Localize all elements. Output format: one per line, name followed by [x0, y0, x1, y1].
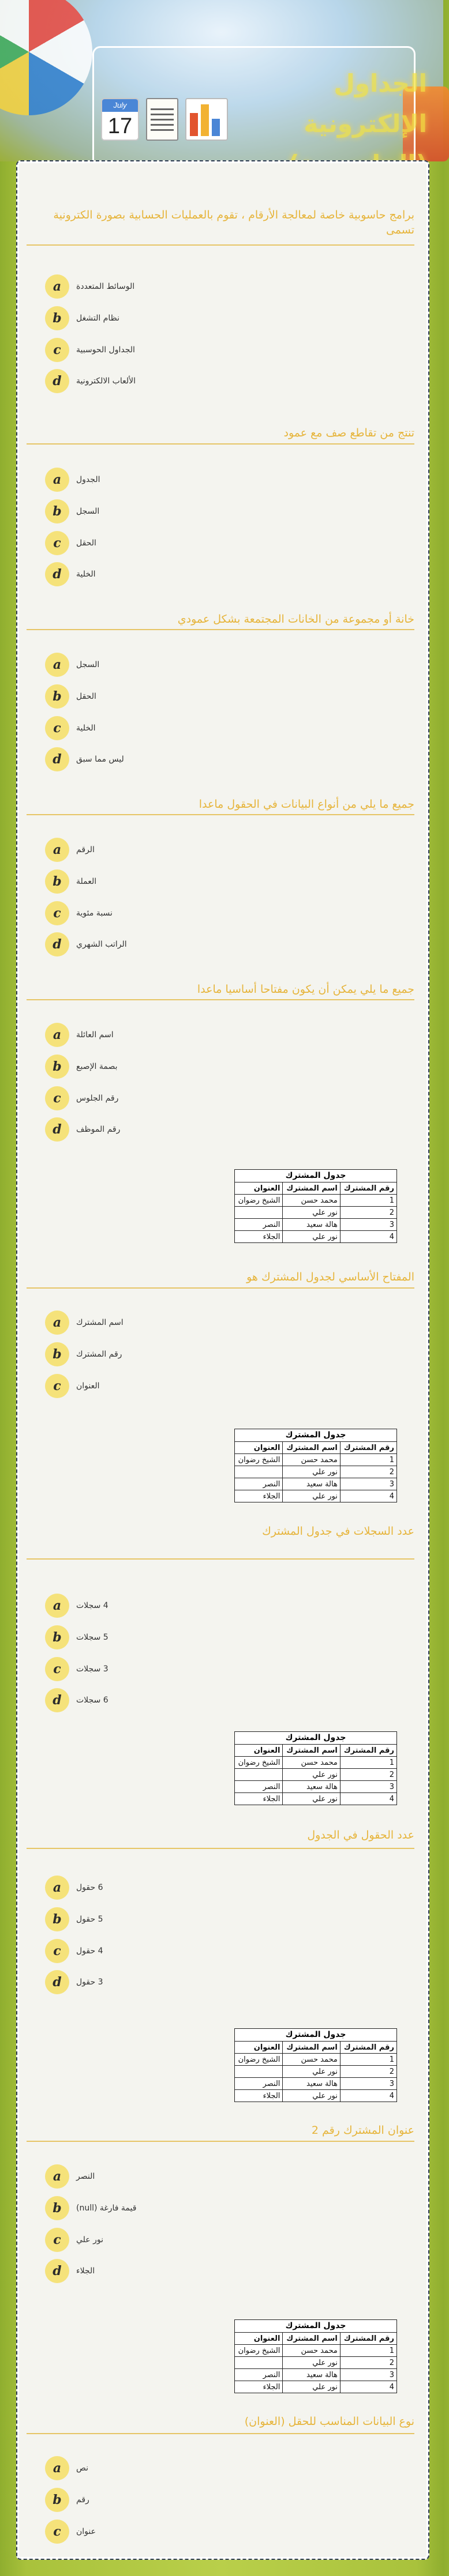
- option-letter-badge: d: [45, 932, 69, 956]
- option-label: الرقم: [76, 845, 95, 854]
- answer-option[interactable]: [45, 1970, 103, 1994]
- option-label: نور علي: [76, 2235, 103, 2244]
- option-label: 4 حقول: [76, 1946, 103, 1956]
- option-letter-badge: a: [45, 1310, 69, 1335]
- option-label: بصمة الإصبع: [76, 1062, 118, 1071]
- table-row: [235, 2078, 397, 2090]
- table-cell: 2: [340, 1207, 396, 1219]
- table-cell: نور علي: [283, 2090, 340, 2102]
- subscriber-table: [234, 2028, 397, 2102]
- table-row: [235, 2357, 397, 2369]
- table-cell: النصر: [235, 1781, 283, 1793]
- table-cell: الشيخ رضوان: [235, 1454, 283, 1466]
- question-divider: [27, 443, 414, 445]
- table-header-cell: رقم المشترك: [340, 1182, 396, 1195]
- table-cell: محمد حسن: [283, 1195, 340, 1207]
- answer-option[interactable]: [45, 1374, 100, 1398]
- calendar-icon: [101, 98, 139, 141]
- subscriber-table: [234, 1429, 397, 1502]
- subscriber-table: [234, 1731, 397, 1805]
- table-row: [235, 1231, 397, 1243]
- table-cell: 3: [340, 1781, 396, 1793]
- option-label: 5 سجلات: [76, 1633, 108, 1642]
- table-caption: جدول المشترك: [234, 2319, 397, 2332]
- question-divider: [27, 2141, 414, 2142]
- table-cell: النصر: [235, 1478, 283, 1490]
- option-letter-badge: b: [45, 1907, 69, 1931]
- option-letter-badge: a: [45, 653, 69, 677]
- answer-option[interactable]: [45, 1310, 124, 1335]
- answer-option[interactable]: [45, 1342, 122, 1366]
- table-cell: 4: [340, 2381, 396, 2393]
- table-cell: الجلاء: [235, 1231, 283, 1243]
- table-cell: [235, 2357, 283, 2369]
- table-cell: نور علي: [283, 1207, 340, 1219]
- table-cell: [235, 1466, 283, 1478]
- table-row: [235, 2369, 397, 2381]
- table-cell: نور علي: [283, 1769, 340, 1781]
- table-header-cell: اسم المشترك: [283, 2042, 340, 2054]
- answer-option[interactable]: [45, 838, 95, 862]
- table-caption: جدول المشترك: [234, 1429, 397, 1441]
- table-caption: جدول المشترك: [234, 1731, 397, 1744]
- option-letter-badge: c: [45, 716, 69, 740]
- option-letter-badge: c: [45, 531, 69, 555]
- option-letter-badge: d: [45, 562, 69, 586]
- answer-option[interactable]: [45, 1625, 108, 1649]
- option-label: رقم: [76, 2495, 89, 2505]
- option-label: ليس مما سبق: [76, 755, 124, 764]
- table-cell: هالة سعيد: [283, 1219, 340, 1231]
- answer-option[interactable]: [45, 1907, 103, 1931]
- table-cell: محمد حسن: [283, 1454, 340, 1466]
- option-label: الوسائط المتعددة: [76, 282, 135, 291]
- table-row: [235, 2054, 397, 2066]
- table-row: [235, 2066, 397, 2078]
- question-text: المفتاح الأساسي لجدول المشترك هو: [246, 1271, 414, 1283]
- option-letter-badge: a: [45, 2164, 69, 2189]
- table-caption: جدول المشترك: [234, 1169, 397, 1182]
- option-letter-badge: c: [45, 338, 69, 362]
- option-letter-badge: a: [45, 468, 69, 492]
- table-cell: الجلاء: [235, 2090, 283, 2102]
- table-cell: 3: [340, 1478, 396, 1490]
- question-divider: [27, 2433, 414, 2434]
- table-header-row: [235, 1745, 397, 1757]
- option-label: 3 سجلات: [76, 1664, 108, 1674]
- option-letter-badge: c: [45, 901, 69, 925]
- answer-option[interactable]: [45, 2519, 96, 2544]
- question-text: تنتج من تقاطع صف مع عمود: [283, 427, 414, 439]
- answer-option[interactable]: [45, 901, 113, 925]
- table-header-cell: رقم المشترك: [340, 1745, 396, 1757]
- option-letter-badge: d: [45, 747, 69, 771]
- option-label: قيمة فارغة (null): [76, 2204, 137, 2213]
- table-cell: [235, 1207, 283, 1219]
- table-cell: هالة سعيد: [283, 1478, 340, 1490]
- table-header-cell: العنوان: [235, 1745, 283, 1757]
- table-cell: محمد حسن: [283, 1757, 340, 1769]
- bar-chart-icon: [185, 98, 228, 141]
- table-cell: الجلاء: [235, 1793, 283, 1805]
- table-cell: 1: [340, 1757, 396, 1769]
- table-row: [235, 1478, 397, 1490]
- option-label: 4 سجلات: [76, 1601, 108, 1610]
- option-letter-badge: c: [45, 2228, 69, 2252]
- answer-option[interactable]: [45, 369, 136, 393]
- document-icon: [146, 98, 178, 141]
- answer-option[interactable]: [45, 2488, 89, 2512]
- question-divider: [27, 1558, 414, 1560]
- question-text: نوع البيانات المناسب للحقل (العنوان): [244, 2415, 414, 2428]
- title-icons: [101, 98, 228, 141]
- option-label: الألعاب الالكترونية: [76, 376, 136, 386]
- option-label: اسم العائلة: [76, 1030, 114, 1040]
- option-label: السجل: [76, 660, 100, 669]
- option-label: رقم الجلوس: [76, 1094, 119, 1103]
- table-cell: 2: [340, 1769, 396, 1781]
- option-letter-badge: c: [45, 1939, 69, 1963]
- option-letter-badge: a: [45, 2456, 69, 2480]
- table-cell: 4: [340, 2090, 396, 2102]
- table-cell: هالة سعيد: [283, 1781, 340, 1793]
- answer-option[interactable]: [45, 274, 134, 299]
- option-letter-badge: d: [45, 1970, 69, 1994]
- table-row: [235, 2381, 397, 2393]
- answer-option[interactable]: [45, 684, 96, 709]
- table-row: [235, 2345, 397, 2357]
- table-row: [235, 1207, 397, 1219]
- table-cell: 3: [340, 1219, 396, 1231]
- option-label: 5 حقول: [76, 1915, 103, 1924]
- answer-option[interactable]: [45, 869, 96, 894]
- answer-option[interactable]: [45, 499, 99, 524]
- table-header-row: [235, 1182, 397, 1195]
- table-header-cell: اسم المشترك: [283, 2333, 340, 2345]
- answer-option[interactable]: [45, 653, 99, 677]
- table-cell: الشيخ رضوان: [235, 2054, 283, 2066]
- table-row: [235, 1781, 397, 1793]
- table-header-cell: اسم المشترك: [283, 1182, 340, 1195]
- option-letter-badge: c: [45, 1086, 69, 1110]
- table-header-cell: العنوان: [235, 1442, 283, 1454]
- table-cell: 4: [340, 1793, 396, 1805]
- table-cell: 2: [340, 1466, 396, 1478]
- answer-option[interactable]: [45, 1086, 118, 1110]
- question-text: جميع ما يلي من أنواع البيانات في الحقول ماعدا: [199, 798, 414, 811]
- answer-option[interactable]: [45, 716, 96, 740]
- table-row: [235, 1454, 397, 1466]
- subscriber-table: [234, 2319, 397, 2393]
- table-cell: هالة سعيد: [283, 2078, 340, 2090]
- answer-option[interactable]: [45, 747, 124, 771]
- table-header-cell: العنوان: [235, 2333, 283, 2345]
- answer-option[interactable]: [45, 2196, 136, 2220]
- answer-option[interactable]: [45, 1688, 108, 1712]
- option-label: الراتب الشهري: [76, 940, 127, 949]
- option-label: الحقل: [76, 692, 96, 701]
- table-cell: نور علي: [283, 1793, 340, 1805]
- question-text: برامج حاسوبية خاصة لمعالجة الأرقام ، تقوم بالعمليات الحسابية بصورة الكترونية تسمى: [53, 209, 414, 236]
- option-label: النصر: [76, 2172, 95, 2181]
- option-letter-badge: d: [45, 1117, 69, 1142]
- option-letter-badge: c: [45, 1374, 69, 1398]
- table-header-cell: رقم المشترك: [340, 1442, 396, 1454]
- table-row: [235, 1466, 397, 1478]
- option-label: العملة: [76, 877, 97, 886]
- question-text: خانة أو مجموعة من الخانات المجتمعة بشكل عمودي: [177, 613, 414, 626]
- table-cell: [235, 1769, 283, 1781]
- answer-option[interactable]: [45, 2228, 103, 2252]
- answer-option[interactable]: [45, 2456, 88, 2480]
- table-cell: النصر: [235, 2078, 283, 2090]
- table-cell: نور علي: [283, 2381, 340, 2393]
- table-header-row: [235, 2042, 397, 2054]
- table-header-row: [235, 1442, 397, 1454]
- table-cell: 3: [340, 2369, 396, 2381]
- option-label: الخلية: [76, 570, 96, 579]
- option-label: 3 حقول: [76, 1978, 103, 1987]
- answer-option[interactable]: [45, 338, 135, 362]
- table-cell: النصر: [235, 2369, 283, 2381]
- subscriber-table: [234, 1169, 397, 1243]
- question-text: عدد الحقول في الجدول: [307, 1829, 414, 1841]
- table-row: [235, 2090, 397, 2102]
- answer-option[interactable]: [45, 1023, 114, 1047]
- option-label: السجل: [76, 507, 100, 516]
- answer-option[interactable]: [45, 1054, 118, 1079]
- option-label: عنوان: [76, 2527, 96, 2536]
- option-letter-badge: b: [45, 869, 69, 894]
- table-cell: 4: [340, 1231, 396, 1243]
- option-label: الخلية: [76, 724, 96, 733]
- option-letter-badge: c: [45, 2519, 69, 2544]
- table-row: [235, 1490, 397, 1502]
- question-text: عدد السجلات في جدول المشترك: [262, 1525, 414, 1538]
- table-cell: نور علي: [283, 2066, 340, 2078]
- option-letter-badge: a: [45, 1023, 69, 1047]
- header-banner: [0, 0, 443, 161]
- answer-option[interactable]: [45, 1875, 103, 1900]
- question-divider: [27, 629, 414, 630]
- table-cell: [235, 2066, 283, 2078]
- table-cell: الجلاء: [235, 2381, 283, 2393]
- page-title: الجداول الإلكترونية: [304, 69, 427, 138]
- table-cell: الشيخ رضوان: [235, 1195, 283, 1207]
- table-cell: نور علي: [283, 1466, 340, 1478]
- answer-option[interactable]: [45, 531, 96, 555]
- table-header-row: [235, 2333, 397, 2345]
- option-letter-badge: b: [45, 1342, 69, 1366]
- option-label: العنوان: [76, 1381, 100, 1391]
- table-cell: 1: [340, 2054, 396, 2066]
- question-divider: [27, 1287, 414, 1289]
- table-header-cell: اسم المشترك: [283, 1745, 340, 1757]
- option-label: الجدول: [76, 475, 100, 484]
- table-cell: 2: [340, 2357, 396, 2369]
- answer-option[interactable]: [45, 562, 96, 586]
- table-cell: محمد حسن: [283, 2345, 340, 2357]
- option-letter-badge: c: [45, 1657, 69, 1681]
- option-letter-badge: b: [45, 2488, 69, 2512]
- option-label: الجداول الحوسبية: [76, 345, 135, 355]
- table-row: [235, 1793, 397, 1805]
- answer-option[interactable]: [45, 1939, 103, 1963]
- table-header-cell: العنوان: [235, 1182, 283, 1195]
- answer-option[interactable]: [45, 1657, 108, 1681]
- question-text: عنوان المشترك رقم 2: [311, 2124, 414, 2137]
- question-divider: [27, 999, 414, 1000]
- table-cell: 4: [340, 1490, 396, 1502]
- option-letter-badge: a: [45, 838, 69, 862]
- calendar-day: 17: [107, 114, 133, 138]
- answer-option[interactable]: [45, 306, 119, 330]
- option-label: نص: [76, 2464, 89, 2473]
- table-row: [235, 1219, 397, 1231]
- table-cell: 1: [340, 2345, 396, 2357]
- table-cell: 1: [340, 1195, 396, 1207]
- answer-option[interactable]: [45, 2259, 95, 2283]
- table-header-cell: رقم المشترك: [340, 2042, 396, 2054]
- option-label: اسم المشترك: [76, 1318, 124, 1327]
- table-cell: الشيخ رضوان: [235, 1757, 283, 1769]
- table-header-cell: اسم المشترك: [283, 1442, 340, 1454]
- table-cell: 2: [340, 2066, 396, 2078]
- table-cell: نور علي: [283, 1231, 340, 1243]
- table-cell: نور علي: [283, 1490, 340, 1502]
- option-letter-badge: b: [45, 2196, 69, 2220]
- question-divider: [27, 1848, 414, 1849]
- option-letter-badge: d: [45, 1688, 69, 1712]
- table-row: [235, 1757, 397, 1769]
- option-label: رقم المشترك: [76, 1350, 122, 1359]
- question-divider: [27, 244, 414, 246]
- calendar-month: July: [102, 99, 138, 112]
- table-cell: الشيخ رضوان: [235, 2345, 283, 2357]
- table-row: [235, 1195, 397, 1207]
- table-caption: جدول المشترك: [234, 2028, 397, 2041]
- option-label: رقم الموظف: [76, 1125, 121, 1134]
- option-letter-badge: d: [45, 369, 69, 393]
- table-cell: 3: [340, 2078, 396, 2090]
- option-letter-badge: b: [45, 1625, 69, 1649]
- option-label: الجلاء: [76, 2266, 95, 2276]
- option-label: الحقل: [76, 538, 96, 548]
- option-letter-badge: a: [45, 1875, 69, 1900]
- table-cell: نور علي: [283, 2357, 340, 2369]
- option-label: نسبة مئوية: [76, 909, 113, 918]
- table-cell: 1: [340, 1454, 396, 1466]
- option-letter-badge: b: [45, 499, 69, 524]
- answer-option[interactable]: [45, 468, 100, 492]
- table-row: [235, 1769, 397, 1781]
- answer-option[interactable]: [45, 1594, 108, 1618]
- option-letter-badge: b: [45, 684, 69, 709]
- table-cell: هالة سعيد: [283, 2369, 340, 2381]
- table-cell: النصر: [235, 1219, 283, 1231]
- option-letter-badge: b: [45, 1054, 69, 1079]
- option-letter-badge: a: [45, 1594, 69, 1618]
- question-text: جميع ما يلي يمكن أن يكون مفتاحا أساسيا ماعدا: [197, 983, 414, 996]
- option-label: نظام التشغل: [76, 314, 119, 323]
- table-cell: الجلاء: [235, 1490, 283, 1502]
- answer-option[interactable]: [45, 932, 127, 956]
- option-letter-badge: d: [45, 2259, 69, 2283]
- question-divider: [27, 814, 414, 815]
- option-label: 6 سجلات: [76, 1696, 108, 1705]
- option-letter-badge: a: [45, 274, 69, 299]
- answer-option[interactable]: [45, 2164, 95, 2189]
- table-header-cell: رقم المشترك: [340, 2333, 396, 2345]
- table-header-cell: العنوان: [235, 2042, 283, 2054]
- answer-option[interactable]: [45, 1117, 120, 1142]
- table-cell: محمد حسن: [283, 2054, 340, 2066]
- option-letter-badge: b: [45, 306, 69, 330]
- option-label: 6 حقول: [76, 1883, 103, 1892]
- beach-ball-decoration: [0, 0, 92, 115]
